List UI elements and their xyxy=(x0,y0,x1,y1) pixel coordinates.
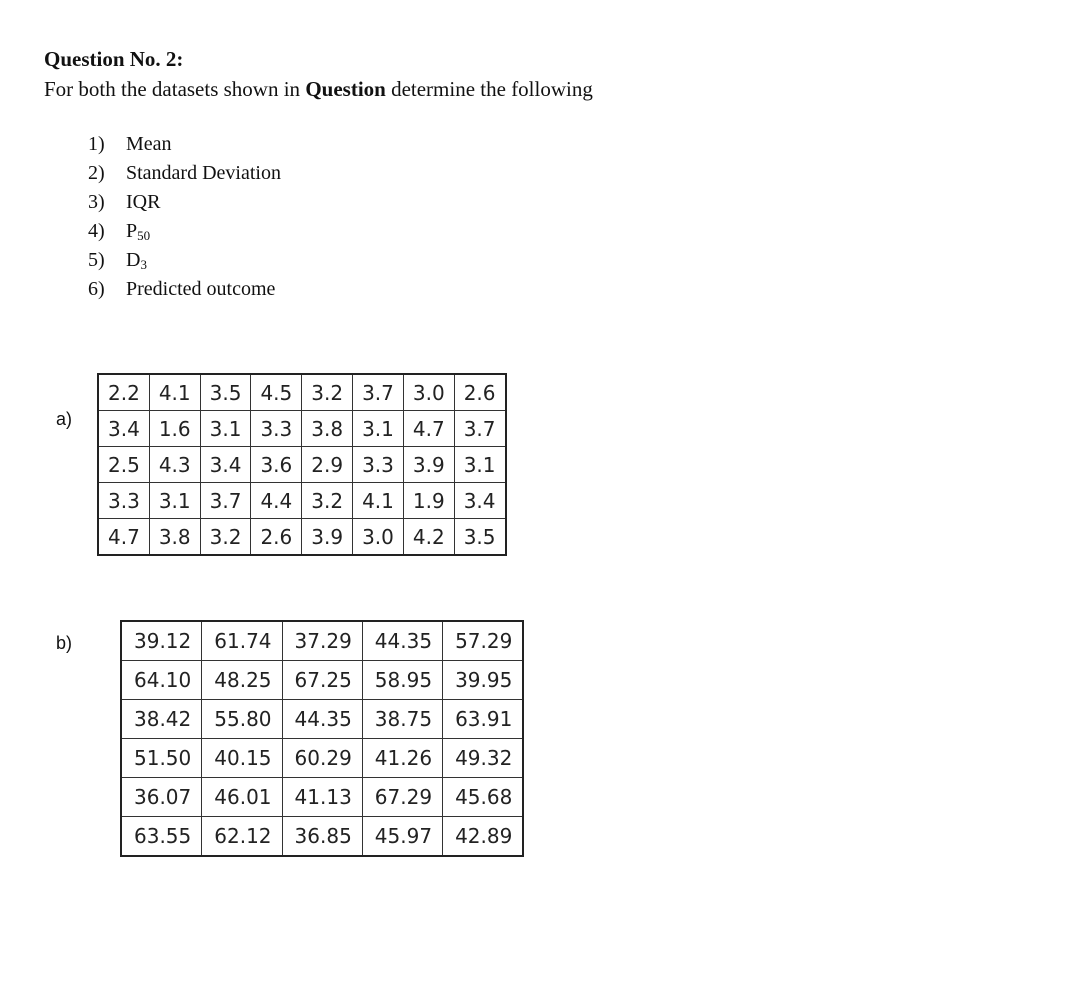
table-cell: 51.50 xyxy=(121,739,202,778)
table-cell: 3.2 xyxy=(302,483,353,519)
table-cell: 4.5 xyxy=(251,374,302,411)
table-cell: 42.89 xyxy=(443,817,524,857)
table-cell: 4.7 xyxy=(98,519,149,556)
table-cell: 2.6 xyxy=(454,374,505,411)
table-cell: 3.0 xyxy=(353,519,404,556)
table-cell: 41.13 xyxy=(282,778,362,817)
table-cell: 3.1 xyxy=(353,411,404,447)
task-item xyxy=(88,217,281,246)
task-text: P xyxy=(126,220,138,242)
table-cell: 3.5 xyxy=(200,374,251,411)
table-row xyxy=(98,519,506,556)
table-cell: 36.07 xyxy=(121,778,202,817)
table-cell: 57.29 xyxy=(443,621,524,661)
table-cell: 3.4 xyxy=(200,447,251,483)
table-cell: 38.75 xyxy=(362,700,442,739)
table-cell: 3.1 xyxy=(149,483,200,519)
table-cell: 3.6 xyxy=(251,447,302,483)
table-cell: 39.12 xyxy=(121,621,202,661)
table-row xyxy=(121,621,523,661)
table-cell: 63.55 xyxy=(121,817,202,857)
table-cell: 4.1 xyxy=(149,374,200,411)
table-cell: 39.95 xyxy=(443,661,524,700)
task-item xyxy=(88,246,281,275)
table-cell: 64.10 xyxy=(121,661,202,700)
table-cell: 45.97 xyxy=(362,817,442,857)
table-cell: 49.32 xyxy=(443,739,524,778)
table-cell: 4.1 xyxy=(353,483,404,519)
table-row xyxy=(98,447,506,483)
table-cell: 67.29 xyxy=(362,778,442,817)
table-cell: 2.5 xyxy=(98,447,149,483)
task-number: 4) xyxy=(88,220,105,242)
task-text: D xyxy=(126,249,141,271)
table-cell: 3.7 xyxy=(353,374,404,411)
question-heading: Question No. 2: xyxy=(44,47,184,71)
dataset-b-table xyxy=(120,620,524,857)
table-cell: 4.2 xyxy=(403,519,454,556)
table-cell: 36.85 xyxy=(282,817,362,857)
table-cell: 63.91 xyxy=(443,700,524,739)
task-number: 1) xyxy=(88,133,105,155)
task-number: 2) xyxy=(88,162,105,184)
table-cell: 37.29 xyxy=(282,621,362,661)
table-cell: 3.2 xyxy=(302,374,353,411)
table-cell: 3.4 xyxy=(454,483,505,519)
table-cell: 2.2 xyxy=(98,374,149,411)
task-subscript: 3 xyxy=(140,257,147,272)
table-row xyxy=(121,661,523,700)
table-cell: 3.9 xyxy=(403,447,454,483)
question-intro xyxy=(44,74,593,104)
table-row xyxy=(98,483,506,519)
table-cell: 67.25 xyxy=(282,661,362,700)
table-cell: 3.3 xyxy=(98,483,149,519)
table-cell: 3.1 xyxy=(454,447,505,483)
table-cell: 44.35 xyxy=(362,621,442,661)
task-item xyxy=(88,188,281,217)
table-cell: 3.3 xyxy=(353,447,404,483)
table-cell: 3.0 xyxy=(403,374,454,411)
task-list xyxy=(88,130,281,304)
table-cell: 38.42 xyxy=(121,700,202,739)
task-subscript: 50 xyxy=(137,228,151,243)
table-cell: 3.5 xyxy=(454,519,505,556)
table-row xyxy=(121,817,523,857)
table-cell: 4.7 xyxy=(403,411,454,447)
table-cell: 2.9 xyxy=(302,447,353,483)
table-cell: 46.01 xyxy=(202,778,282,817)
table-cell: 44.35 xyxy=(282,700,362,739)
table-row xyxy=(98,411,506,447)
table-cell: 3.8 xyxy=(302,411,353,447)
table-cell: 61.74 xyxy=(202,621,282,661)
table-cell: 55.80 xyxy=(202,700,282,739)
table-cell: 1.9 xyxy=(403,483,454,519)
table-cell: 3.1 xyxy=(200,411,251,447)
intro-bold-word: Question xyxy=(305,77,386,101)
table-cell: 3.4 xyxy=(98,411,149,447)
table-cell: 3.2 xyxy=(200,519,251,556)
table-cell: 48.25 xyxy=(202,661,282,700)
table-cell: 58.95 xyxy=(362,661,442,700)
table-cell: 2.6 xyxy=(251,519,302,556)
table-cell: 1.6 xyxy=(149,411,200,447)
table-row xyxy=(121,700,523,739)
task-text: Predicted outcome xyxy=(126,278,276,300)
dataset-b-label: b) xyxy=(56,633,73,653)
table-cell: 4.4 xyxy=(251,483,302,519)
table-cell: 3.8 xyxy=(149,519,200,556)
task-item xyxy=(88,130,281,159)
table-cell: 40.15 xyxy=(202,739,282,778)
task-text: IQR xyxy=(126,191,161,213)
task-item xyxy=(88,275,281,304)
table-row xyxy=(121,778,523,817)
table-cell: 3.7 xyxy=(454,411,505,447)
table-cell: 41.26 xyxy=(362,739,442,778)
table-cell: 3.7 xyxy=(200,483,251,519)
table-cell: 62.12 xyxy=(202,817,282,857)
intro-prefix: For both the datasets shown in xyxy=(44,77,306,101)
dataset-a-table xyxy=(97,373,507,556)
table-cell: 3.3 xyxy=(251,411,302,447)
table-row xyxy=(121,739,523,778)
task-number: 5) xyxy=(88,249,105,271)
task-item xyxy=(88,159,281,188)
table-cell: 4.3 xyxy=(149,447,200,483)
table-row xyxy=(98,374,506,411)
intro-suffix: determine the following xyxy=(385,77,593,101)
task-number: 6) xyxy=(88,278,105,300)
table-cell: 3.9 xyxy=(302,519,353,556)
task-number: 3) xyxy=(88,191,105,213)
task-text: Mean xyxy=(126,133,172,155)
task-text: Standard Deviation xyxy=(126,162,281,184)
table-cell: 60.29 xyxy=(282,739,362,778)
dataset-a-label: a) xyxy=(56,409,73,429)
table-cell: 45.68 xyxy=(443,778,524,817)
